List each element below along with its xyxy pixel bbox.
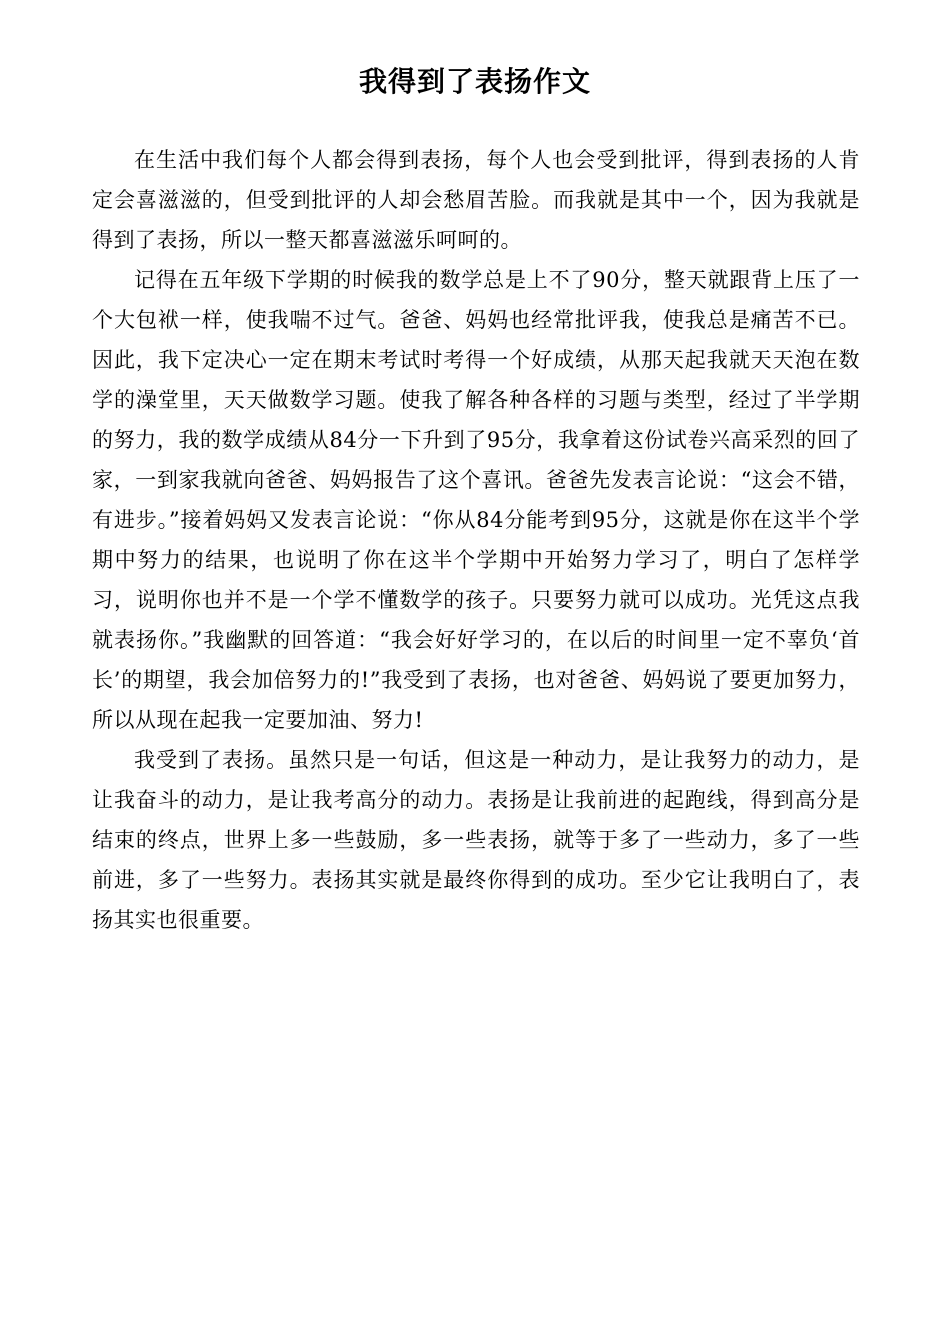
paragraph-3: 我受到了表扬。虽然只是一句话，但这是一种动力，是让我努力的动力，是让我奋斗的动力，是让我考高分的动力。表扬是让我前进的起跑线，得到高分是结束的终点，世界上多一些鼓励，多一些表扬，就等于多了一些动力，多了一些前进，多了一些努力。表扬其实就是最终你得到的成功。至少它让我明白了，表扬其实也很重要。 [92, 748, 860, 932]
document-title: 我得到了表扬作文 [358, 65, 591, 98]
paragraph-1: 在生活中我们每个人都会得到表扬，每个人也会受到批评，得到表扬的人肯定会喜滋滋的，但受到批评的人却会愁眉苦脸。而我就是其中一个，因为我就是得到了表扬，所以一整天都喜滋滋乐呵呵的。 [92, 148, 860, 252]
paragraph-2: 记得在五年级下学期的时候我的数学总是上不了90分，整天就跟背上压了一个大包袱一样，使我喘不过气。爸爸、妈妈也经常批评我，使我总是痛苦不已。因此，我下定决心一定在期末考试时考得一个好成绩，从那天起我就天天泡在数学的澡堂里，天天做数学习题。使我了解各种各样的习题与类型，经过了半学期的努力，我的数学成绩从84分一下升到了95分，我拿着这份试卷兴高采烈的回了家，一到家我就向爸爸、妈妈报告了这个喜讯。爸爸先发表言论说：“这会不错，有进步。”接着妈妈又发表言论说：“你从84分能考到95分，这就是你在这半个学期中努力的结果，也说明了你在这半个学期中开始努力学习了，明白了怎样学习，说明你也并不是一个学不懂数学的孩子。只要努力就可以成功。光凭这点我就表扬你。”我幽默的回答道：“我会好好学习的，在以后的时间里一定不辜负‘首长’的期望，我会加倍努力的!”我受到了表扬，也对爸爸、妈妈说了要更加努力，所以从现在起我一定要加油、努力! [92, 268, 860, 732]
document-body [92, 140, 860, 940]
